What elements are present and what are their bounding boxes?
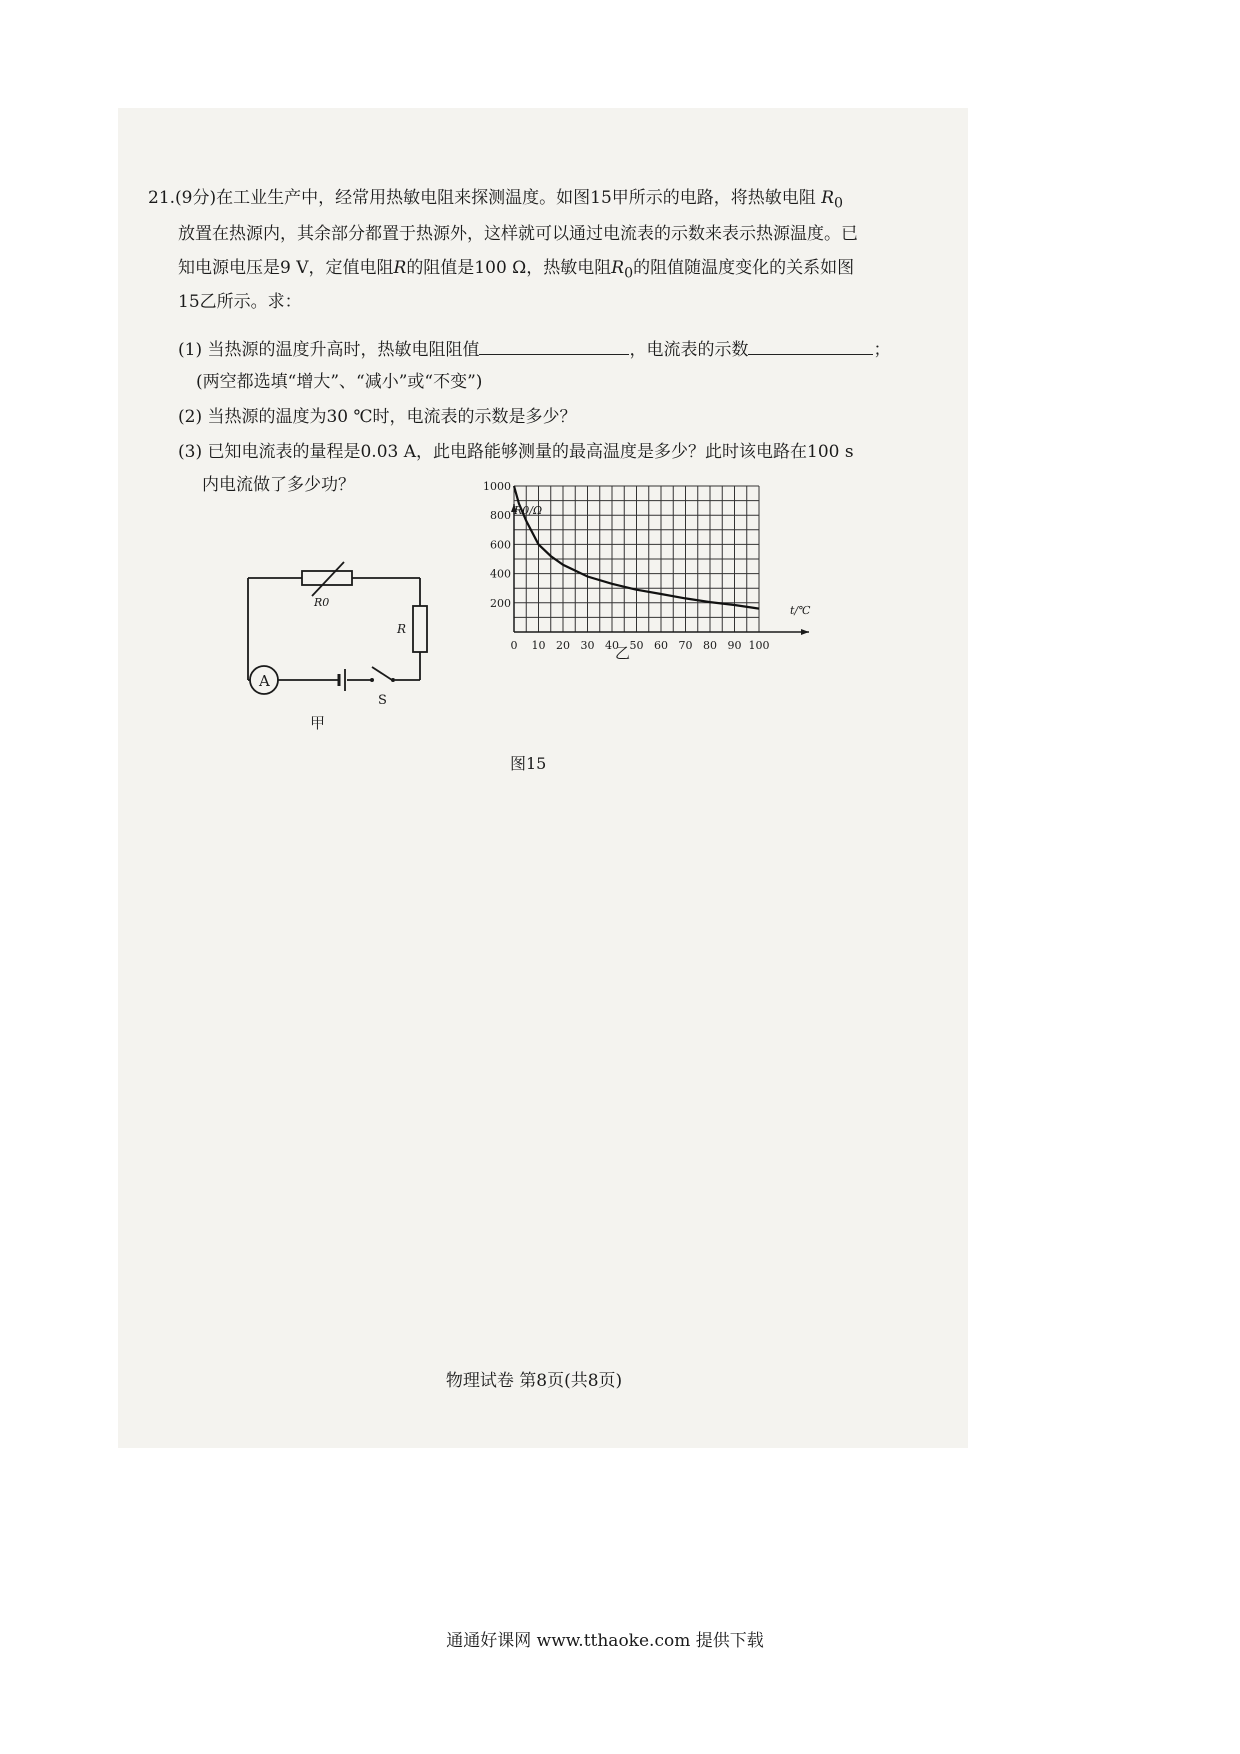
switch-lever <box>372 667 392 680</box>
r0-subscript: 0 <box>834 195 844 212</box>
x-tick-label: 0 <box>510 639 518 652</box>
chart-x-label: t/℃ <box>790 604 811 617</box>
ammeter-label: A <box>259 672 270 690</box>
x-tick-label: 40 <box>605 639 619 652</box>
y-tick-label: 200 <box>490 596 511 610</box>
question-line-4: 15乙所示。求： <box>178 292 302 312</box>
question-intro-3a: 知电源电压是9 V，定值电阻 <box>178 258 394 278</box>
circuit-diagram <box>232 540 432 740</box>
sub-question-1 <box>178 336 890 362</box>
y-tick-label: 1000 <box>483 480 511 493</box>
variable-arrow <box>312 562 344 596</box>
sub1-note: (两空都选填“增大”、“减小”或“不变”) <box>196 372 483 392</box>
x-tick-label: 50 <box>629 639 644 652</box>
answer-blank-1[interactable] <box>479 336 629 355</box>
y-tick-label: 600 <box>490 538 511 552</box>
question-points: (9分) <box>175 188 217 208</box>
question-intro-1: 在工业生产中，经常用热敏电阻来探测温度。如图15甲所示的电路，将热敏电阻 <box>216 188 816 208</box>
r-symbol: R <box>393 258 407 278</box>
figure-caption: 图15 <box>510 754 547 773</box>
r0-symbol-2: R <box>611 258 625 278</box>
x-tick-label: 60 <box>654 639 668 652</box>
chart-axes <box>511 504 809 635</box>
question-line-2: 放置在热源内，其余部分都置于热源外，这样就可以通过电流表的示数来表示热源温度。已 <box>178 224 858 244</box>
x-tick-label: 30 <box>580 639 595 652</box>
x-tick-label: 20 <box>556 639 570 652</box>
question-number: 21. <box>148 188 176 208</box>
resistor-r <box>413 606 427 652</box>
switch-contact <box>391 678 395 682</box>
graph-caption: 乙 <box>615 644 631 662</box>
question-intro-3b: 的阻值是100 Ω，热敏电阻 <box>406 258 612 278</box>
x-tick-label: 70 <box>678 639 693 652</box>
x-tick-label: 100 <box>748 639 770 652</box>
site-footer: 通通好课网 www.tthaoke.com 提供下载 <box>446 1631 764 1651</box>
y-tick-label: 400 <box>490 567 511 581</box>
r0-symbol: R <box>821 188 834 208</box>
r0-subscript-2: 0 <box>624 265 634 282</box>
chart-grid <box>514 486 759 632</box>
sub1-text-a: (1) 当热源的温度升高时，热敏电阻阻值 <box>178 340 480 360</box>
r0-label: R0 <box>314 596 330 609</box>
chart-y-label: R0/Ω <box>514 504 543 517</box>
circuit-caption: 甲 <box>310 714 326 732</box>
x-tick-label: 90 <box>727 639 742 652</box>
answer-blank-2[interactable] <box>748 336 873 355</box>
thermistor-r0 <box>302 571 352 585</box>
sub1-text-b: ，电流表的示数 <box>629 340 749 360</box>
resistance-temperature-chart <box>470 480 830 740</box>
x-tick-label: 80 <box>703 639 717 652</box>
switch-pivot <box>370 678 374 682</box>
sub-question-3-cont: 内电流做了多少功？ <box>202 475 355 495</box>
question-line-1 <box>148 186 843 215</box>
page-footer: 物理试卷 第8页(共8页) <box>445 1371 623 1391</box>
r-label: R <box>397 622 407 636</box>
x-tick-label: 10 <box>531 639 546 652</box>
x-axis-arrow <box>801 629 809 635</box>
sub-question-3: (3) 已知电流表的量程是0.03 A，此电路能够测量的最高温度是多少？此时该电路在100 s <box>178 442 854 462</box>
sub1-end: ； <box>873 340 891 360</box>
question-line-3 <box>178 256 854 285</box>
question-intro-3c: 的阻值随温度变化的关系如图 <box>633 258 855 278</box>
sub-question-2: (2) 当热源的温度为30 ℃时，电流表的示数是多少？ <box>178 407 577 427</box>
switch-label: S <box>378 693 387 708</box>
y-tick-label: 800 <box>490 509 511 523</box>
